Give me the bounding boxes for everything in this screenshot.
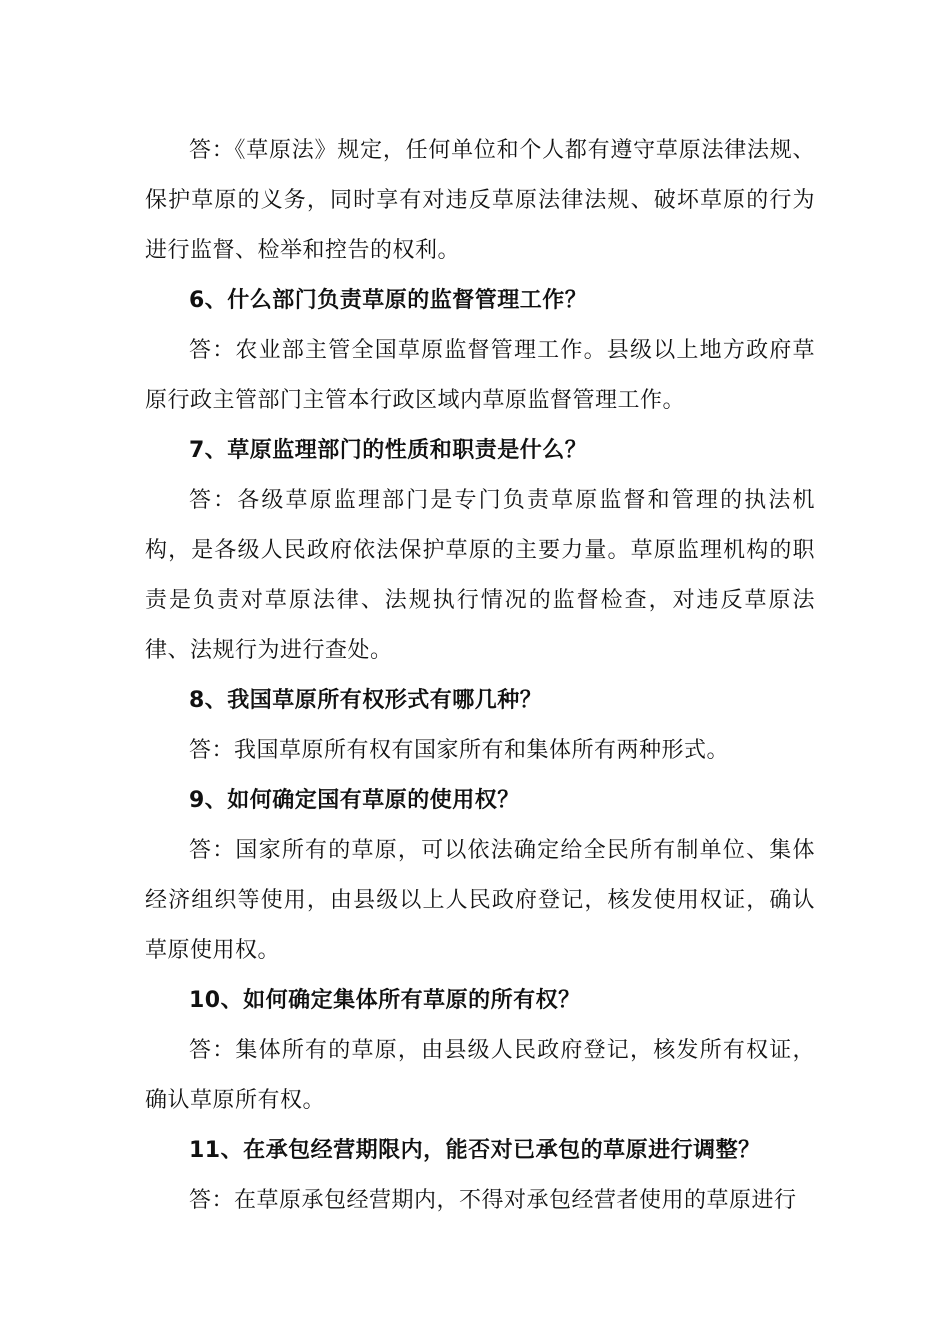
answer-paragraph: 答：农业部主管全国草原监督管理工作。县级以上地方政府草原行政主管部门主管本行政区域内草原监督管理工作。	[145, 338, 815, 413]
answer-paragraph: 答：各级草原监理部门是专门负责草原监督和管理的执法机构，是各级人民政府依法保护草原的主要力量。草原监理机构的职责是负责对草原法律、法规执行情况的监督检查，对违反草原法律、法规行为进行查处。	[145, 488, 815, 663]
answer-paragraph: 答：在草原承包经营期内，不得对承包经营者使用的草原进行	[189, 1188, 797, 1213]
question-heading: 10、如何确定集体所有草原的所有权？	[189, 988, 581, 1013]
question-heading: 9、如何确定国有草原的使用权？	[189, 788, 520, 813]
answer-paragraph: 答：集体所有的草原，由县级人民政府登记，核发所有权证，确认草原所有权。	[145, 1038, 815, 1113]
document-body	[145, 126, 815, 1226]
question-heading: 6、什么部门负责草原的监督管理工作？	[189, 288, 588, 313]
question-heading: 8、我国草原所有权形式有哪几种？	[189, 688, 543, 713]
answer-paragraph: 答：《草原法》规定，任何单位和个人都有遵守草原法律法规、保护草原的义务，同时享有对违反草原法律法规、破坏草原的行为进行监督、检举和控告的权利。	[145, 138, 815, 263]
question-heading: 7、草原监理部门的性质和职责是什么？	[189, 438, 588, 463]
question-heading: 11、在承包经营期限内，能否对已承包的草原进行调整？	[189, 1138, 761, 1163]
answer-paragraph: 答：我国草原所有权有国家所有和集体所有两种形式。	[189, 738, 730, 763]
answer-paragraph: 答：国家所有的草原，可以依法确定给全民所有制单位、集体经济组织等使用，由县级以上人民政府登记，核发使用权证，确认草原使用权。	[145, 838, 815, 963]
